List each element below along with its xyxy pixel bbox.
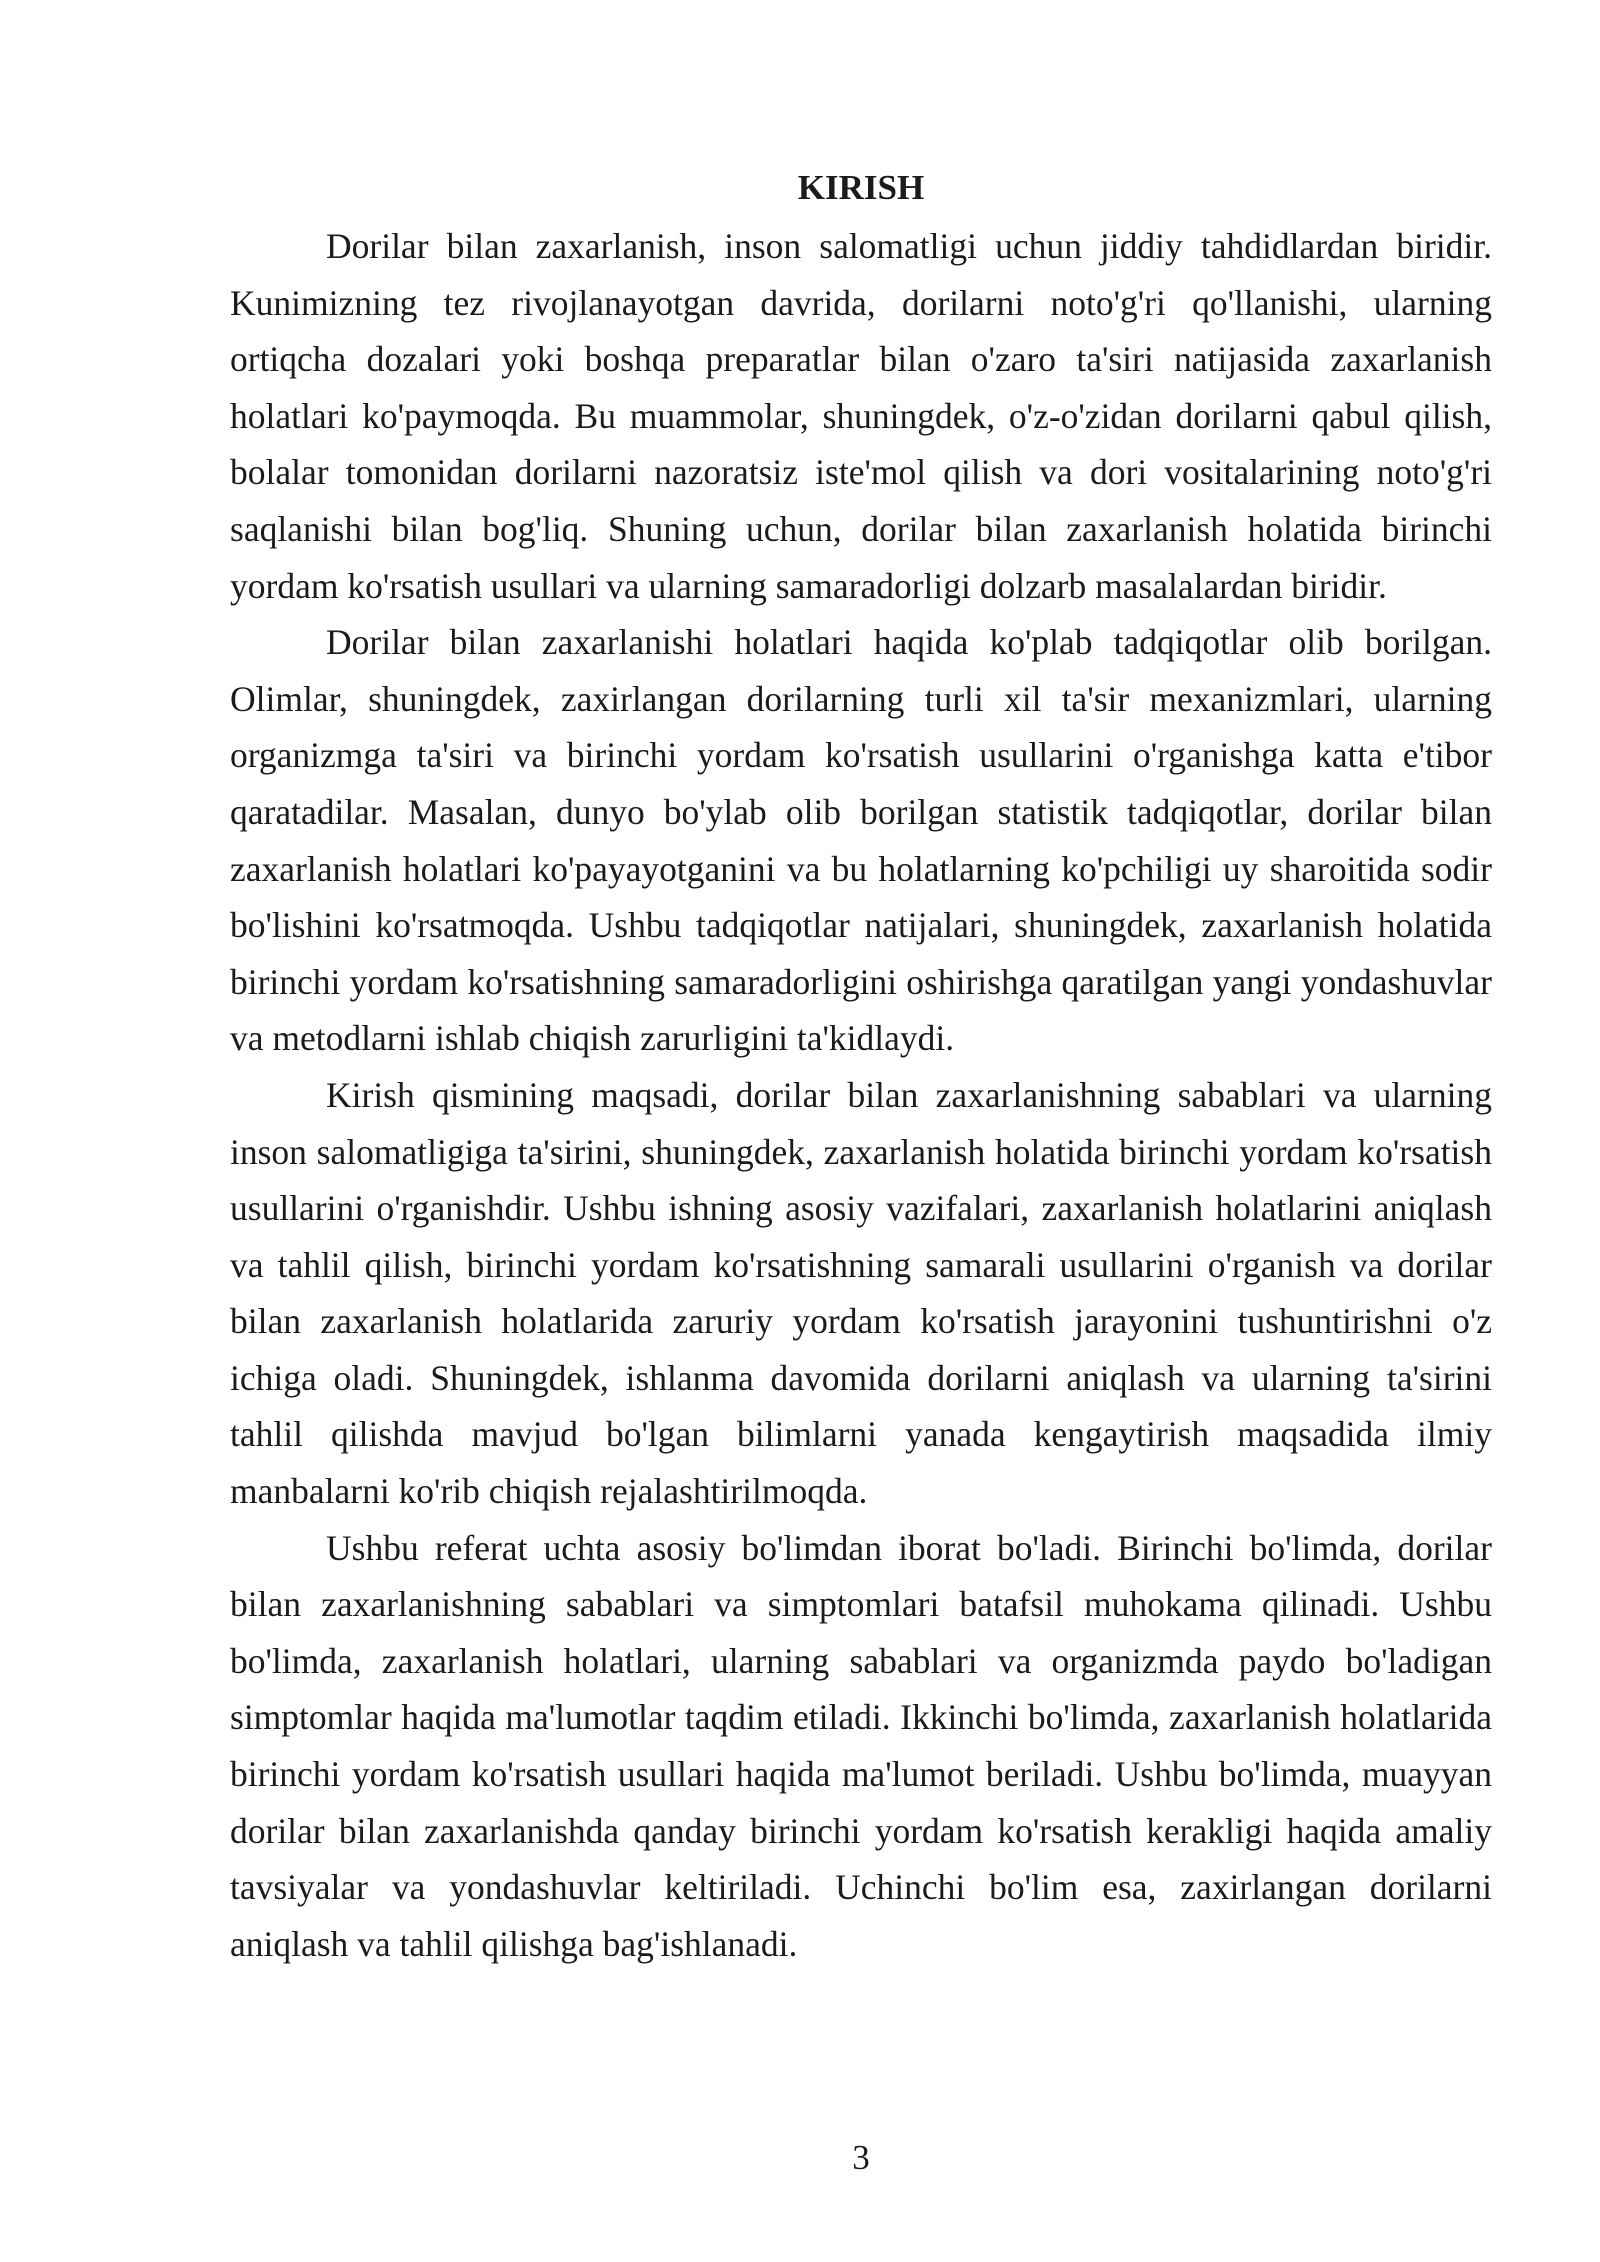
page-content [230,160,1492,1972]
section-title: KIRISH [797,168,925,207]
page-number: 3 [852,2138,870,2177]
paragraph-4: Ushbu referat uchta asosiy bo'limdan iborat bo'ladi. Birinchi bo'limda, dorilar bilan zaxarlanishning sabablari va simptomlari batafsil muhokama qilinadi. Ushbu bo'limda, zaxarlanish holatlari, ularning sabablari va organizmda paydo bo'ladigan simptomlar haqida ma'lumotlar taqdim etiladi. Ikkinchi bo'limda, zaxarlanish holatlarida birinchi yordam ko'rsatish usullari haqida ma'lumot beriladi. Ushbu bo'limda, muayyan dorilar bilan zaxarlanishda qanday birinchi yordam ko'rsatish kerakligi haqida amaliy tavsiyalar va yondashuvlar keltiriladi. Uchinchi bo'lim esa, zaxirlangan dorilarni aniqlash va tahlil qilishga bag'ishlanadi. [230,1527,1492,1964]
paragraph-1: Dorilar bilan zaxarlanish, inson salomatligi uchun jiddiy tahdidlardan biridir. Kunimizning tez rivojlanayotgan davrida, dorilarni noto'g'ri qo'llanishi, ularning ortiqcha dozalari yoki boshqa preparatlar bilan o'zaro ta'siri natijasida zaxarlanish holatlari ko'paymoqda. Bu muammolar, shuningdek, o'z-o'zidan dorilarni qabul qilish, bolalar tomonidan dorilarni nazoratsiz iste'mol qilish va dori vositalarining noto'g'ri saqlanishi bilan bog'liq. Shuning uchun, dorilar bilan zaxarlanish holatida birinchi yordam ko'rsatish usullari va ularning samaradorligi dolzarb masalalardan biridir. [230,226,1492,606]
paragraph-3: Kirish qismining maqsadi, dorilar bilan zaxarlanishning sabablari va ularning inson salomatligiga ta'sirini, shuningdek, zaxarlanish holatida birinchi yordam ko'rsatish usullarini o'rganishdir. Ushbu ishning asosiy vazifalari, zaxarlanish holatlarini aniqlash va tahlil qilish, birinchi yordam ko'rsatishning samarali usullarini o'rganish va dorilar bilan zaxarlanish holatlarida zaruriy yordam ko'rsatish jarayonini tushuntirishni o'z ichiga oladi. Shuningdek, ishlanma davomida dorilarni aniqlash va ularning ta'sirini tahlil qilishda mavjud bo'lgan bilimlarni yanada kengaytirish maqsadida ilmiy manbalarni ko'rib chiqish rejalashtirilmoqda. [230,1074,1492,1512]
paragraph-2: Dorilar bilan zaxarlanishi holatlari haqida ko'plab tadqiqotlar olib borilgan. Olimlar, shuningdek, zaxirlangan dorilarning turli xil ta'sir mexanizmlari, ularning organizmga ta'siri va birinchi yordam ko'rsatish usullarini o'rganishga katta e'tibor qaratadilar. Masalan, dunyo bo'ylab olib borilgan statistik tadqiqotlar, dorilar bilan zaxarlanish holatlari ko'payayotganini va bu holatlarning ko'pchiligi uy sharoitida sodir bo'lishini ko'rsatmoqda. Ushbu tadqiqotlar natijalari, shuningdek, zaxarlanish holatida birinchi yordam ko'rsatishning samaradorligini oshirishga qaratilgan yangi yondashuvlar va metodlarni ishlab chiqish zarurligini ta'kidlaydi. [230,622,1492,1059]
